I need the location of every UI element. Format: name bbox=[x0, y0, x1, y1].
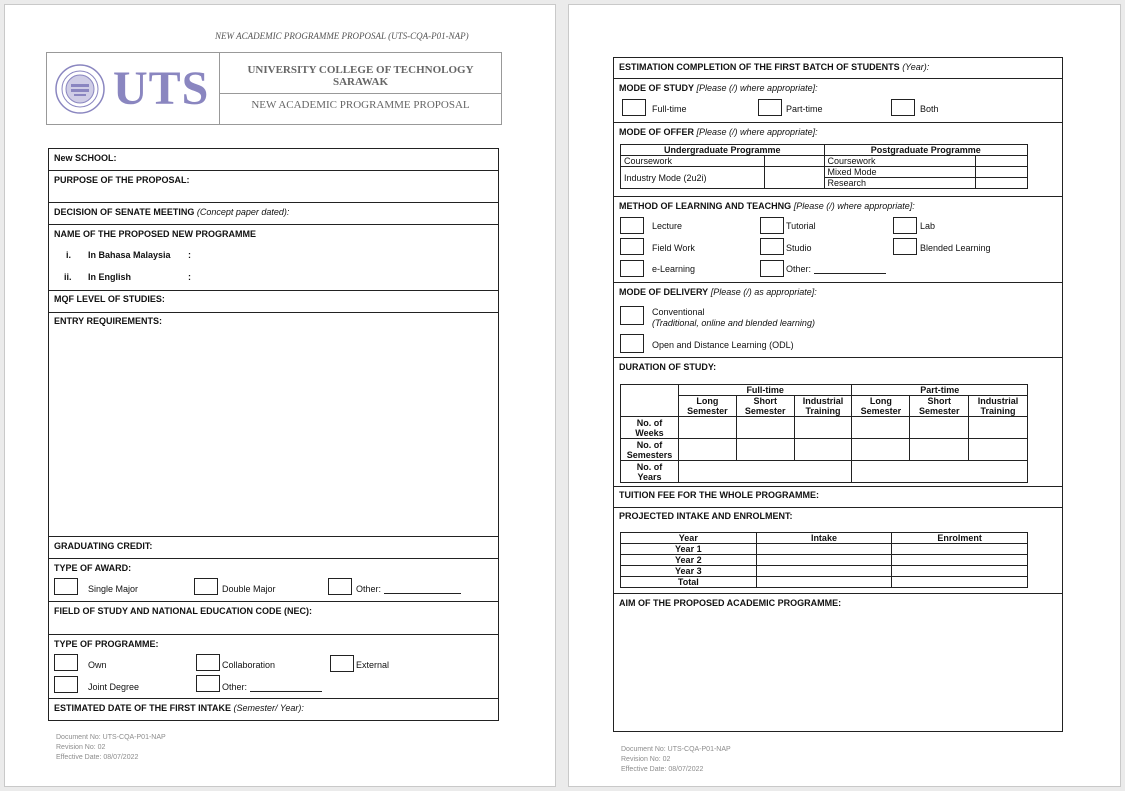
tutorial-checkbox[interactable] bbox=[760, 217, 784, 234]
single-major-label: Single Major bbox=[88, 584, 139, 594]
method-other-label: Other: bbox=[786, 264, 886, 274]
part-time-label: Part-time bbox=[786, 104, 823, 114]
mode-of-offer-table: Undergraduate Programme Postgraduate Programme Coursework Coursework Industry Mode (2u2i) Mixed Mode Research bbox=[620, 144, 1028, 189]
double-major-label: Double Major bbox=[222, 584, 276, 594]
studio-checkbox[interactable] bbox=[760, 238, 784, 255]
field-work-label: Field Work bbox=[652, 243, 695, 253]
award-other-checkbox[interactable] bbox=[328, 578, 352, 595]
double-major-checkbox[interactable] bbox=[194, 578, 218, 595]
name-colon: : bbox=[188, 250, 191, 260]
new-school-label: New SCHOOL: bbox=[54, 153, 117, 163]
name-colon: : bbox=[188, 272, 191, 282]
entry-requirements-label: ENTRY REQUIREMENTS: bbox=[54, 316, 163, 326]
graduating-credit-label: GRADUATING CREDIT: bbox=[54, 541, 153, 551]
name-english-label: In English bbox=[88, 272, 132, 282]
odl-label: Open and Distance Learning (ODL) bbox=[652, 340, 794, 350]
completion-label: ESTIMATION COMPLETION OF THE FIRST BATCH OF STUDENTS (Year): bbox=[619, 62, 930, 72]
single-major-checkbox[interactable] bbox=[54, 578, 78, 595]
lecture-checkbox[interactable] bbox=[620, 217, 644, 234]
mode-of-study-label: MODE OF STUDY [Please (/) where appropriate]: bbox=[619, 83, 818, 93]
aim-label: AIM OF THE PROPOSED ACADEMIC PROGRAMME: bbox=[619, 598, 842, 608]
own-label: Own bbox=[88, 660, 107, 670]
mode-of-offer-label: MODE OF OFFER [Please (/) where appropriate]: bbox=[619, 127, 818, 137]
duration-table: Full-time Part-time Long Semester Short Semester Industrial Training Long Semester Short Semester Industrial Training No. of Weeks No. of Semesters No. of Years bbox=[620, 384, 1028, 483]
projected-label: PROJECTED INTAKE AND ENROLMENT: bbox=[619, 511, 793, 521]
joint-degree-label: Joint Degree bbox=[88, 682, 140, 692]
offer-cell[interactable] bbox=[976, 167, 1028, 178]
type-of-programme-label: TYPE OF PROGRAMME: bbox=[54, 639, 159, 649]
e-learning-label: e-Learning bbox=[652, 264, 696, 274]
institution-name: UNIVERSITY COLLEGE OF TECHNOLOGY SARAWAK bbox=[220, 53, 501, 94]
delivery-label: MODE OF DELIVERY [Please (/) as appropriate]: bbox=[619, 287, 817, 297]
full-time-checkbox[interactable] bbox=[622, 99, 646, 116]
both-label: Both bbox=[920, 104, 939, 114]
programme-other-input[interactable] bbox=[250, 683, 322, 692]
offer-cell[interactable] bbox=[976, 156, 1028, 167]
letterhead bbox=[46, 52, 502, 125]
field-work-checkbox[interactable] bbox=[620, 238, 644, 255]
studio-label: Studio bbox=[786, 243, 812, 253]
offer-cell[interactable] bbox=[976, 178, 1028, 189]
name-item-num: i. bbox=[66, 250, 72, 260]
programme-name-label: NAME OF THE PROPOSED NEW PROGRAMME bbox=[54, 229, 257, 239]
conventional-checkbox[interactable] bbox=[620, 306, 644, 325]
conventional-note: (Traditional, online and blended learning) bbox=[652, 318, 815, 328]
name-item-num: ii. bbox=[64, 272, 72, 282]
type-of-award-label: TYPE OF AWARD: bbox=[54, 563, 132, 573]
both-checkbox[interactable] bbox=[891, 99, 915, 116]
form-frame-1 bbox=[48, 148, 499, 721]
form-page-2 bbox=[568, 4, 1121, 787]
field-of-study-label: FIELD OF STUDY AND NATIONAL EDUCATION CODE (NEC): bbox=[54, 606, 312, 616]
programme-other-checkbox[interactable] bbox=[196, 675, 220, 692]
tuition-label: TUITION FEE FOR THE WHOLE PROGRAMME: bbox=[619, 490, 819, 500]
duration-label: DURATION OF STUDY: bbox=[619, 362, 717, 372]
document-title: NEW ACADEMIC PROGRAMME PROPOSAL bbox=[251, 99, 470, 111]
method-other-input[interactable] bbox=[814, 265, 886, 274]
lab-label: Lab bbox=[920, 221, 936, 231]
lab-checkbox[interactable] bbox=[893, 217, 917, 234]
blended-learning-label: Blended Learning bbox=[920, 243, 991, 253]
own-checkbox[interactable] bbox=[54, 654, 78, 671]
purpose-label: PURPOSE OF THE PROPOSAL: bbox=[54, 175, 190, 185]
logo-panel bbox=[47, 53, 220, 124]
intake-table: Year Intake Enrolment Year 1 Year 2 Year 3 Total bbox=[620, 532, 1028, 588]
external-label: External bbox=[356, 660, 390, 670]
joint-degree-checkbox[interactable] bbox=[54, 676, 78, 693]
form-frame-2 bbox=[613, 57, 1063, 732]
page-footer: Document No: UTS-CQA-P01-NAP Revision No: 02 Effective Date: 08/07/2022 bbox=[621, 746, 731, 773]
offer-cell[interactable] bbox=[764, 167, 824, 189]
collaboration-checkbox[interactable] bbox=[196, 654, 220, 671]
form-page-1 bbox=[4, 4, 556, 787]
university-seal-icon bbox=[55, 64, 105, 114]
full-time-label: Full-time bbox=[652, 104, 687, 114]
e-learning-checkbox[interactable] bbox=[620, 260, 644, 277]
method-other-checkbox[interactable] bbox=[760, 260, 784, 277]
first-intake-label: ESTIMATED DATE OF THE FIRST INTAKE (Semester/ Year): bbox=[54, 703, 304, 713]
odl-checkbox[interactable] bbox=[620, 334, 644, 353]
award-other-input[interactable] bbox=[384, 585, 461, 594]
programme-other-label: Other: bbox=[222, 682, 322, 692]
name-malay-label: In Bahasa Malaysia bbox=[88, 250, 171, 260]
mqf-level-label: MQF LEVEL OF STUDIES: bbox=[54, 294, 165, 304]
logo-text: UTS bbox=[113, 62, 210, 115]
method-label: METHOD OF LEARNING AND TEACHNG [Please (/) where appropriate]: bbox=[619, 201, 915, 211]
conventional-label: Conventional bbox=[652, 307, 705, 317]
lecture-label: Lecture bbox=[652, 221, 683, 231]
award-other-label: Other: bbox=[356, 584, 461, 594]
part-time-checkbox[interactable] bbox=[758, 99, 782, 116]
offer-cell[interactable] bbox=[764, 156, 824, 167]
form-title-header: NEW ACADEMIC PROGRAMME PROPOSAL (UTS-CQA-P01-NAP) bbox=[215, 31, 469, 41]
blended-learning-checkbox[interactable] bbox=[893, 238, 917, 255]
external-checkbox[interactable] bbox=[330, 655, 354, 672]
senate-decision-label: DECISION OF SENATE MEETING (Concept paper dated): bbox=[54, 207, 290, 217]
page-footer: Document No: UTS-CQA-P01-NAP Revision No: 02 Effective Date: 08/07/2022 bbox=[56, 734, 166, 761]
collaboration-label: Collaboration bbox=[222, 660, 276, 670]
tutorial-label: Tutorial bbox=[786, 221, 816, 231]
